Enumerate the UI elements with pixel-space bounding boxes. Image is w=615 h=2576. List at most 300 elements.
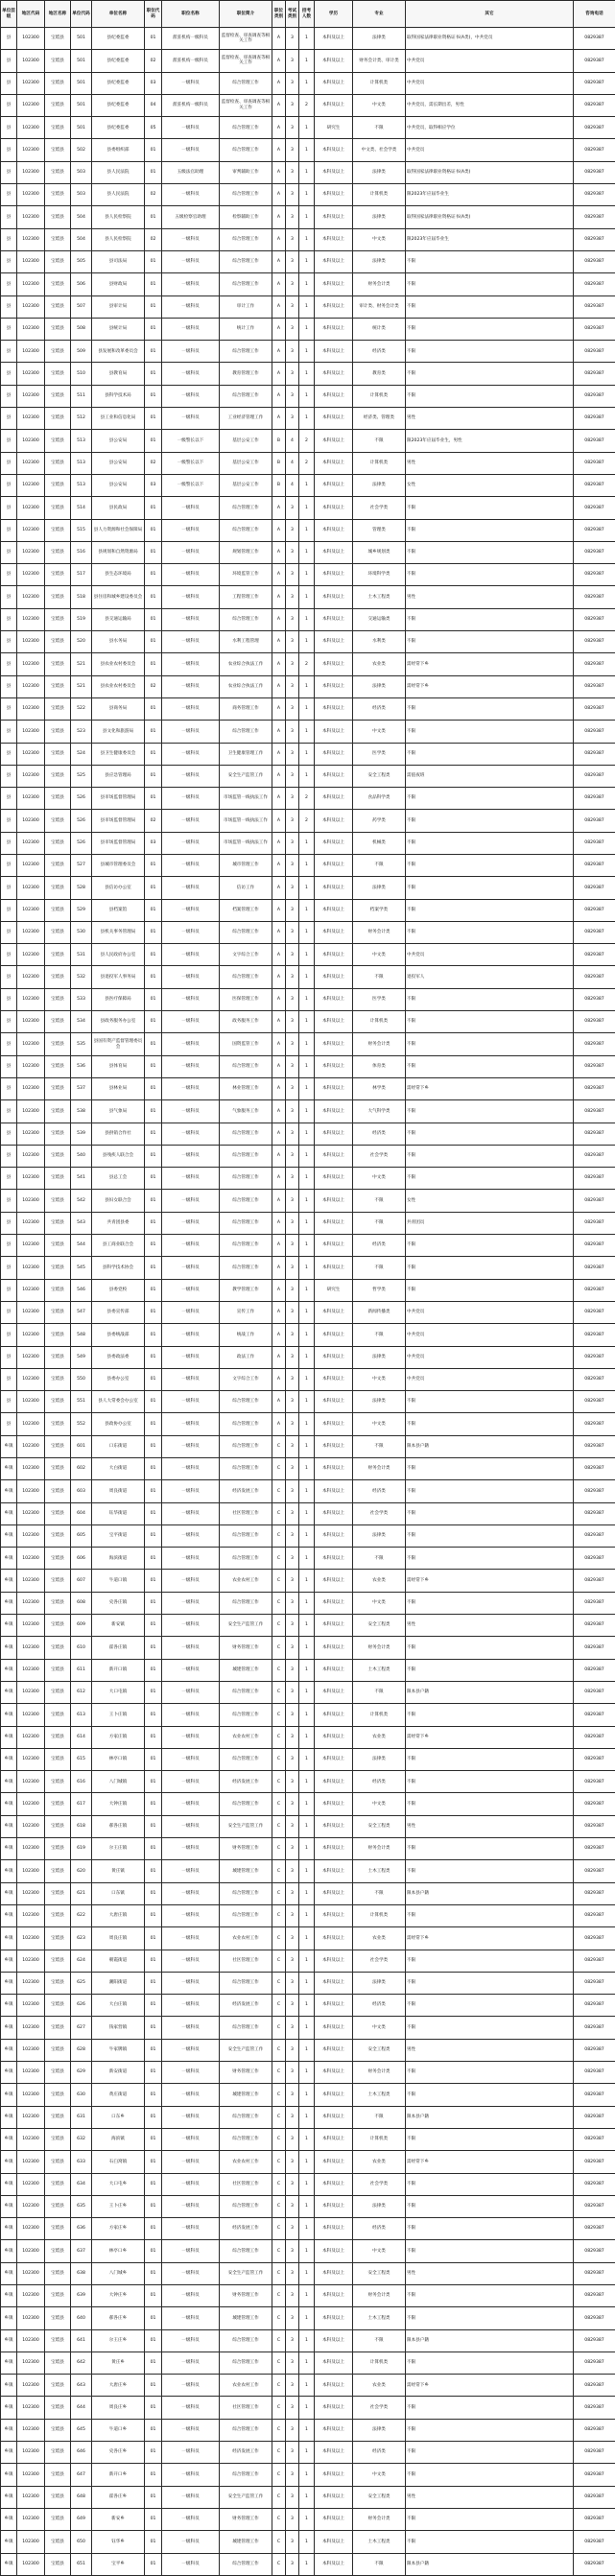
- cell-post-name: 一级科员: [162, 1324, 220, 1346]
- cell-area-name: 宝坻县: [45, 2062, 71, 2084]
- cell-other: 中共党员，需长期出差，男性: [406, 94, 574, 116]
- cell-post-code: 01: [145, 1145, 162, 1167]
- cell-area-code: 102300: [17, 1592, 45, 1614]
- cell-other: 限2023年应届毕业生: [406, 228, 574, 250]
- cell-phone: 0829387: [574, 1168, 615, 1190]
- cell-area-code: 102300: [17, 1659, 45, 1681]
- cell-unit-name: 县委政法委: [92, 1346, 145, 1368]
- cell-unit-code: 513: [71, 474, 92, 496]
- cell-area-name: 宝坻县: [45, 341, 71, 363]
- cell-post-name: 一级科员: [162, 697, 220, 720]
- cell-category: A: [272, 1301, 286, 1323]
- cell-other: 中共党员: [406, 72, 574, 94]
- cell-unit-code: 519: [71, 608, 92, 630]
- cell-level: 乡镇: [1, 1524, 17, 1547]
- cell-count: 1: [299, 2442, 315, 2464]
- cell-post-name: 一级科员: [162, 1592, 220, 1614]
- cell-post-name: 一级科员: [162, 854, 220, 876]
- cell-post-name: 一级科员: [162, 1681, 220, 1703]
- cell-exam-type: 4: [286, 474, 299, 496]
- table-row: [1, 1972, 615, 1994]
- table-row: [1, 653, 615, 675]
- table-row: [1, 1145, 615, 1167]
- table-row: [1, 452, 615, 474]
- cell-category: A: [272, 944, 286, 966]
- cell-area-code: 102300: [17, 1391, 45, 1413]
- cell-category: C: [272, 2442, 286, 2464]
- cell-level: 乡镇: [1, 2442, 17, 2464]
- cell-education: 本科及以上: [315, 2128, 353, 2150]
- cell-exam-type: 3: [286, 1413, 299, 1435]
- cell-area-name: 宝坻县: [45, 2084, 71, 2106]
- cell-post-code: 01: [145, 1480, 162, 1502]
- cell-exam-type: 3: [286, 2397, 299, 2419]
- cell-exam-type: 3: [286, 50, 299, 72]
- cell-post-desc: 市场监管一线执法工作: [220, 832, 272, 854]
- cell-post-desc: 综合管理工作: [220, 2106, 272, 2128]
- cell-post-code: 01: [145, 1368, 162, 1390]
- cell-level: 县: [1, 139, 17, 161]
- cell-post-name: 一级科员: [162, 1055, 220, 1077]
- cell-count: 1: [299, 2375, 315, 2397]
- cell-other: 不限: [406, 2442, 574, 2464]
- cell-unit-name: 县妇女联合会: [92, 1190, 145, 1212]
- cell-area-code: 102300: [17, 72, 45, 94]
- cell-level: 县: [1, 899, 17, 921]
- cell-post-code: 01: [145, 697, 162, 720]
- cell-category: A: [272, 72, 286, 94]
- table-row: [1, 1190, 615, 1212]
- cell-post-desc: 监督检查、审查调查等相关工作: [220, 50, 272, 72]
- cell-post-desc: 综合管理工作: [220, 721, 272, 743]
- cell-exam-type: 3: [286, 1793, 299, 1815]
- cell-unit-name: 县档案馆: [92, 899, 145, 921]
- cell-major: 安全工程类: [353, 1615, 406, 1637]
- cell-unit-name: 县医疗保障局: [92, 988, 145, 1010]
- cell-post-name: 一级科员: [162, 1458, 220, 1480]
- cell-area-code: 102300: [17, 50, 45, 72]
- cell-post-desc: 综合管理工作: [220, 966, 272, 988]
- table-row: [1, 810, 615, 832]
- cell-other: 不限: [406, 1257, 574, 1279]
- cell-count: 1: [299, 921, 315, 943]
- cell-exam-type: 3: [286, 832, 299, 854]
- cell-unit-code: 650: [71, 2531, 92, 2553]
- cell-post-desc: 综合管理工作: [220, 1435, 272, 1457]
- cell-unit-name: 牛道口乡: [92, 2419, 145, 2441]
- cell-post-name: 一级科员: [162, 273, 220, 295]
- table-row: [1, 721, 615, 743]
- cell-unit-code: 525: [71, 765, 92, 787]
- cell-unit-code: 547: [71, 1301, 92, 1323]
- cell-area-code: 102300: [17, 2240, 45, 2262]
- cell-area-code: 102300: [17, 788, 45, 810]
- cell-phone: 0829387: [574, 988, 615, 1010]
- cell-phone: 0829387: [574, 1950, 615, 1972]
- cell-major: 法律类: [353, 675, 406, 697]
- cell-post-code: 01: [145, 653, 162, 675]
- cell-unit-code: 630: [71, 2084, 92, 2106]
- cell-area-code: 102300: [17, 2553, 45, 2575]
- header-major: 专业: [353, 1, 406, 28]
- cell-area-name: 宝坻县: [45, 2218, 71, 2240]
- cell-post-desc: 审计工作: [220, 295, 272, 318]
- cell-other: 不限: [406, 1771, 574, 1793]
- cell-post-name: 一级科员: [162, 2106, 220, 2128]
- cell-count: 1: [299, 497, 315, 519]
- cell-post-code: 01: [145, 1592, 162, 1614]
- cell-post-name: 一级科员: [162, 1301, 220, 1323]
- cell-area-name: 宝坻县: [45, 1860, 71, 1882]
- cell-unit-code: 522: [71, 697, 92, 720]
- cell-phone: 0829387: [574, 1480, 615, 1502]
- cell-unit-code: 615: [71, 1748, 92, 1770]
- cell-major: 交通运输类: [353, 608, 406, 630]
- cell-other: 不限: [406, 273, 574, 295]
- cell-education: 本科及以上: [315, 1704, 353, 1726]
- cell-education: 本科及以上: [315, 541, 353, 563]
- cell-unit-name: 霍各庄镇: [92, 1637, 145, 1659]
- table-row: [1, 474, 615, 496]
- cell-level: 乡镇: [1, 1548, 17, 1570]
- cell-post-code: 01: [145, 944, 162, 966]
- table-row: [1, 675, 615, 697]
- table-row: [1, 206, 615, 228]
- cell-phone: 0829387: [574, 2375, 615, 2397]
- cell-major: 法律类: [353, 206, 406, 228]
- cell-count: 1: [299, 1257, 315, 1279]
- cell-major: 中文类: [353, 2464, 406, 2486]
- cell-exam-type: 3: [286, 1324, 299, 1346]
- cell-area-name: 宝坻县: [45, 1681, 71, 1703]
- cell-education: 本科及以上: [315, 1726, 353, 1748]
- cell-post-name: 一级科员: [162, 184, 220, 206]
- cell-level: 乡镇: [1, 1458, 17, 1480]
- cell-education: 研究生: [315, 117, 353, 139]
- cell-major: 中文类: [353, 94, 406, 116]
- table-row: [1, 854, 615, 876]
- cell-level: 县: [1, 161, 17, 183]
- cell-unit-code: 502: [71, 139, 92, 161]
- cell-unit-name: 王卜庄镇: [92, 1704, 145, 1726]
- cell-level: 县: [1, 921, 17, 943]
- cell-area-code: 102300: [17, 697, 45, 720]
- cell-area-code: 102300: [17, 1726, 45, 1748]
- cell-area-code: 102300: [17, 273, 45, 295]
- cell-unit-name: 县教育局: [92, 363, 145, 385]
- cell-exam-type: 3: [286, 877, 299, 899]
- cell-education: 本科及以上: [315, 1972, 353, 1994]
- cell-area-code: 102300: [17, 1882, 45, 1904]
- cell-unit-code: 526: [71, 832, 92, 854]
- cell-education: 本科及以上: [315, 2195, 353, 2217]
- cell-level: 乡镇: [1, 2508, 17, 2530]
- cell-post-desc: 综合管理工作: [220, 1793, 272, 1815]
- cell-level: 乡镇: [1, 2039, 17, 2061]
- cell-area-name: 宝坻县: [45, 743, 71, 765]
- cell-unit-name: 周良庄乡: [92, 2397, 145, 2419]
- cell-major: 计算机类: [353, 1704, 406, 1726]
- cell-unit-code: 535: [71, 1033, 92, 1055]
- cell-unit-name: 黄庄乡: [92, 2351, 145, 2374]
- cell-education: 本科及以上: [315, 1793, 353, 1815]
- cell-exam-type: 3: [286, 1100, 299, 1123]
- cell-education: 本科及以上: [315, 1592, 353, 1614]
- cell-phone: 0829387: [574, 1771, 615, 1793]
- cell-major: 中文类: [353, 2240, 406, 2262]
- cell-post-name: 一级科员: [162, 2419, 220, 2441]
- cell-education: 本科及以上: [315, 1615, 353, 1637]
- table-row: [1, 2464, 615, 2486]
- cell-post-name: 一级科员: [162, 1615, 220, 1637]
- cell-post-desc: 综合管理工作: [220, 2128, 272, 2150]
- cell-unit-name: 县供销合作社: [92, 1123, 145, 1145]
- cell-post-code: 01: [145, 2240, 162, 2262]
- cell-area-name: 宝坻县: [45, 877, 71, 899]
- cell-post-code: 01: [145, 1346, 162, 1368]
- cell-education: 本科及以上: [315, 1904, 353, 1926]
- cell-post-name: 一级科员: [162, 2375, 220, 2397]
- cell-exam-type: 3: [286, 497, 299, 519]
- cell-level: 乡镇: [1, 1904, 17, 1926]
- cell-post-code: 01: [145, 2062, 162, 2084]
- cell-phone: 0829387: [574, 184, 615, 206]
- header-education: 学历: [315, 1, 353, 28]
- cell-level: 县: [1, 788, 17, 810]
- table-row: [1, 161, 615, 183]
- cell-major: 农业类: [353, 1570, 406, 1592]
- cell-other: 不限: [406, 1145, 574, 1167]
- cell-unit-name: 县市场监督管理局: [92, 810, 145, 832]
- cell-exam-type: 3: [286, 184, 299, 206]
- cell-level: 县: [1, 1257, 17, 1279]
- cell-unit-code: 613: [71, 1704, 92, 1726]
- cell-area-name: 宝坻县: [45, 2329, 71, 2351]
- cell-other: 需经常下乡: [406, 2375, 574, 2397]
- cell-major: 法律类: [353, 161, 406, 183]
- cell-post-code: 01: [145, 363, 162, 385]
- cell-area-name: 宝坻县: [45, 2017, 71, 2039]
- cell-education: 本科及以上: [315, 1860, 353, 1882]
- cell-post-desc: 综合管理工作: [220, 1413, 272, 1435]
- cell-post-code: 01: [145, 250, 162, 272]
- cell-area-code: 102300: [17, 743, 45, 765]
- cell-unit-code: 645: [71, 2419, 92, 2441]
- cell-post-code: 01: [145, 1458, 162, 1480]
- cell-post-code: 01: [145, 1748, 162, 1770]
- cell-unit-code: 619: [71, 1838, 92, 1860]
- cell-post-name: 一级科员: [162, 2017, 220, 2039]
- cell-post-name: 派驻机构一级科员: [162, 50, 220, 72]
- cell-area-name: 宝坻县: [45, 1748, 71, 1770]
- cell-area-code: 102300: [17, 474, 45, 496]
- cell-post-name: 一级科员: [162, 653, 220, 675]
- cell-unit-name: 八门城镇: [92, 1771, 145, 1793]
- cell-post-code: 04: [145, 94, 162, 116]
- cell-exam-type: 3: [286, 788, 299, 810]
- cell-area-code: 102300: [17, 1927, 45, 1950]
- cell-count: 1: [299, 1235, 315, 1257]
- cell-level: 县: [1, 206, 17, 228]
- cell-category: B: [272, 430, 286, 452]
- cell-other: 不限: [406, 564, 574, 586]
- table-row: [1, 2442, 615, 2464]
- cell-area-code: 102300: [17, 1235, 45, 1257]
- cell-exam-type: 4: [286, 430, 299, 452]
- cell-unit-name: 周良街道: [92, 1480, 145, 1502]
- cell-other: 不限: [406, 1413, 574, 1435]
- cell-other: 退役军人: [406, 966, 574, 988]
- cell-other: 男性: [406, 2039, 574, 2061]
- cell-post-desc: 社区管理工作: [220, 2397, 272, 2419]
- cell-category: A: [272, 1011, 286, 1033]
- cell-unit-code: 638: [71, 2262, 92, 2284]
- cell-count: 1: [299, 1324, 315, 1346]
- cell-category: A: [272, 1413, 286, 1435]
- cell-other: 需经常下乡: [406, 1570, 574, 1592]
- cell-phone: 0829387: [574, 117, 615, 139]
- table-row: [1, 944, 615, 966]
- cell-post-desc: 综合管理工作: [220, 385, 272, 407]
- cell-other: 不限: [406, 2240, 574, 2262]
- cell-major: 中文类: [353, 228, 406, 250]
- cell-major: 经济类: [353, 341, 406, 363]
- cell-area-code: 102300: [17, 564, 45, 586]
- cell-major: 审计类、财务会计类: [353, 295, 406, 318]
- cell-post-name: 一级科员: [162, 877, 220, 899]
- cell-unit-name: 口东乡: [92, 2106, 145, 2128]
- cell-post-code: 01: [145, 2106, 162, 2128]
- cell-category: A: [272, 519, 286, 541]
- cell-post-desc: 社区管理工作: [220, 2173, 272, 2195]
- cell-post-desc: 综合管理工作: [220, 1592, 272, 1614]
- cell-other: 女性: [406, 474, 574, 496]
- cell-category: C: [272, 1637, 286, 1659]
- cell-post-code: 01: [145, 2531, 162, 2553]
- cell-area-name: 宝坻县: [45, 206, 71, 228]
- cell-exam-type: 3: [286, 810, 299, 832]
- cell-area-name: 宝坻县: [45, 1927, 71, 1950]
- cell-unit-code: 633: [71, 2151, 92, 2173]
- cell-count: 2: [299, 430, 315, 452]
- cell-area-code: 102300: [17, 2284, 45, 2306]
- cell-category: C: [272, 1548, 286, 1570]
- cell-education: 本科及以上: [315, 519, 353, 541]
- cell-major: 经济类: [353, 1480, 406, 1502]
- cell-category: A: [272, 966, 286, 988]
- cell-phone: 0829387: [574, 408, 615, 430]
- cell-education: 本科及以上: [315, 1659, 353, 1681]
- cell-phone: 0829387: [574, 1324, 615, 1346]
- cell-education: 本科及以上: [315, 2106, 353, 2128]
- cell-post-name: 一级科员: [162, 363, 220, 385]
- cell-other: 限本县户籍: [406, 1435, 574, 1457]
- cell-other: 不限: [406, 2128, 574, 2150]
- cell-other: 不限: [406, 2195, 574, 2217]
- cell-area-code: 102300: [17, 2464, 45, 2486]
- cell-count: 1: [299, 1592, 315, 1614]
- cell-area-code: 102300: [17, 653, 45, 675]
- cell-post-name: 一级科员: [162, 1480, 220, 1502]
- cell-unit-code: 603: [71, 1480, 92, 1502]
- cell-unit-code: 606: [71, 1548, 92, 1570]
- table-row: [1, 1123, 615, 1145]
- cell-exam-type: 3: [286, 1771, 299, 1793]
- cell-exam-type: 3: [286, 653, 299, 675]
- cell-level: 乡镇: [1, 2553, 17, 2575]
- cell-level: 乡镇: [1, 1950, 17, 1972]
- cell-area-code: 102300: [17, 2375, 45, 2397]
- cell-count: 1: [299, 1681, 315, 1703]
- cell-major: 社会学类: [353, 2397, 406, 2419]
- cell-unit-name: 县工业和信息化局: [92, 408, 145, 430]
- cell-unit-code: 517: [71, 564, 92, 586]
- cell-category: A: [272, 1391, 286, 1413]
- cell-unit-name: 林亭口镇: [92, 1748, 145, 1770]
- cell-major: 机械类: [353, 832, 406, 854]
- cell-count: 1: [299, 1100, 315, 1123]
- cell-major: 财务会计类: [353, 1033, 406, 1055]
- table-row: [1, 273, 615, 295]
- cell-education: 本科及以上: [315, 2307, 353, 2329]
- header-area-code: 地区代码: [17, 1, 45, 28]
- cell-education: 本科及以上: [315, 2464, 353, 2486]
- table-row: [1, 363, 615, 385]
- cell-phone: 0829387: [574, 2195, 615, 2217]
- cell-phone: 0829387: [574, 1659, 615, 1681]
- cell-post-name: 一级科员: [162, 228, 220, 250]
- cell-other: 不限: [406, 2397, 574, 2419]
- cell-category: A: [272, 1055, 286, 1077]
- cell-unit-code: 634: [71, 2173, 92, 2195]
- cell-area-code: 102300: [17, 1346, 45, 1368]
- cell-phone: 0829387: [574, 1055, 615, 1077]
- cell-exam-type: 3: [286, 1548, 299, 1570]
- cell-area-code: 102300: [17, 1502, 45, 1524]
- cell-education: 本科及以上: [315, 1391, 353, 1413]
- cell-phone: 0829387: [574, 1838, 615, 1860]
- cell-unit-code: 649: [71, 2508, 92, 2530]
- cell-other: 不限: [406, 1123, 574, 1145]
- table-row: [1, 1055, 615, 1077]
- cell-unit-code: 639: [71, 2284, 92, 2306]
- cell-area-code: 102300: [17, 721, 45, 743]
- cell-area-name: 宝坻县: [45, 2195, 71, 2217]
- cell-major: 财务会计类: [353, 2062, 406, 2084]
- cell-other: 男性: [406, 1815, 574, 1837]
- cell-area-code: 102300: [17, 966, 45, 988]
- cell-unit-name: 大口屯镇: [92, 1681, 145, 1703]
- cell-post-desc: 财务管理工作: [220, 1637, 272, 1659]
- cell-post-code: 01: [145, 1257, 162, 1279]
- cell-phone: 0829387: [574, 1011, 615, 1033]
- cell-count: 1: [299, 1413, 315, 1435]
- cell-post-desc: 综合管理工作: [220, 2419, 272, 2441]
- cell-exam-type: 3: [286, 564, 299, 586]
- cell-post-code: 01: [145, 1033, 162, 1055]
- cell-area-code: 102300: [17, 1524, 45, 1547]
- table-row: [1, 832, 615, 854]
- cell-post-desc: 综合管理工作: [220, 117, 272, 139]
- cell-education: 研究生: [315, 1279, 353, 1301]
- cell-unit-code: 507: [71, 295, 92, 318]
- cell-post-name: 一级科员: [162, 1748, 220, 1770]
- cell-count: 1: [299, 2240, 315, 2262]
- cell-post-name: 一级科员: [162, 72, 220, 94]
- cell-area-name: 宝坻县: [45, 161, 71, 183]
- cell-major: 中文类: [353, 1368, 406, 1390]
- cell-count: 1: [299, 1279, 315, 1301]
